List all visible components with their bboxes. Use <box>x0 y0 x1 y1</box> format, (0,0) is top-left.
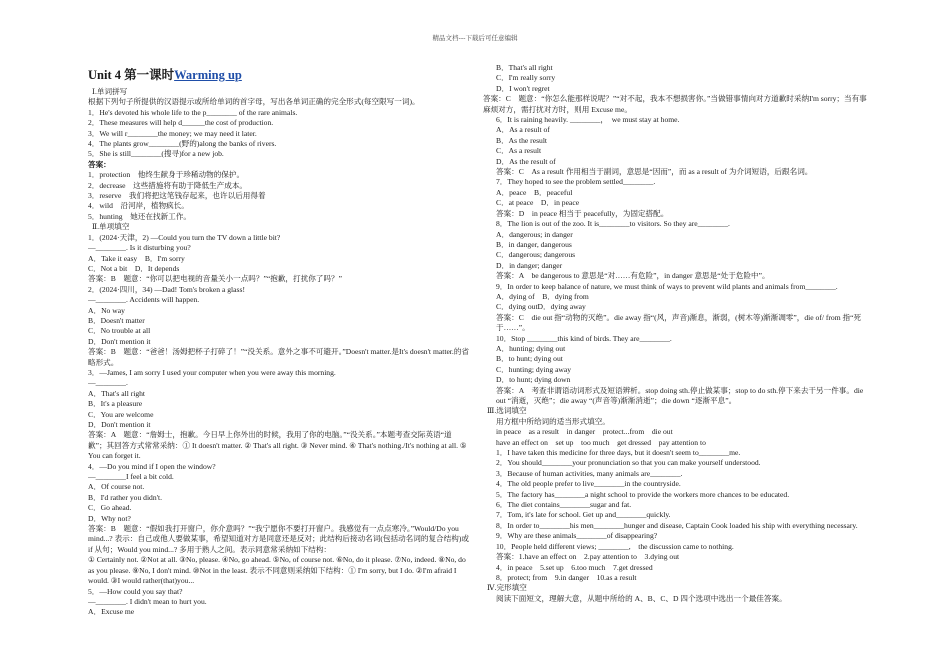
right-text-line: B．in danger, dangerous <box>496 239 572 249</box>
left-text-line: 根据下列句子所提供的汉语提示或所给单词的首字母，写出各单词正确的完全形式(每空限写一词)。 <box>88 97 420 107</box>
right-text-line: B．That's all right <box>496 63 553 72</box>
left-text-line: ① Certainly not. ②Not at all. ③No, please. ④No, go ahead. ⑤No, of course not. ⑥No, do it please. ⑦No, indeed. ⑧No, do as you please. ⑨No, I don't mind. ⑩Not in the least. 表示不同意则采纳如下结构：① I'm sorry, but I do. ②I'm afraid I would. ③I would rather(that)you... <box>88 555 466 586</box>
right-text-line: C．I'm really sorry <box>496 73 556 83</box>
right-text-line: 4．in peace 5.set up 6.too much 7.get dressed <box>496 562 653 572</box>
right-text-line: 答案：C die out 指“动物的灭绝”。die away 指“(风，声音)渐息，渐弱，(树木等)渐渐凋零”，die of/ from 指“死于……”。 <box>496 312 862 333</box>
right-text-line: A．hunting; dying out <box>496 343 566 353</box>
right-text-line: 用方框中所给词的适当形式填空。 <box>496 416 610 426</box>
left-text-line: 4．—Do you mind if I open the window? <box>88 461 216 471</box>
left-text-line: 答案：A 题意：“詹姆士，抱歉。今日早上你外出的时候，我用了你的电脑。”“没关系。”本题考查交际英语“道歉”；其回答方式常常采纳：① It doesn't matter. ② That's all right. ③ Never mind. ④ That's nothing./It's nothing at all. ⑤ You can forget it. <box>88 430 467 461</box>
right-text-line: 10．Stop ________this kind of birds. They are________. <box>496 333 672 343</box>
right-text-line: B．As the result <box>496 135 548 145</box>
right-text-line: 8．In order to________his men________hunger and disease, Captain Cook loaded his ship with everything necessary. <box>496 520 858 530</box>
right-text-line: 7．Tom, it's late for school. Get up and________quickly. <box>496 510 671 520</box>
left-text-line: —________. Accidents will happen. <box>88 295 200 305</box>
left-text-line: C．No trouble at all <box>88 326 151 336</box>
left-text-line: 3．—James, I am sorry I used your computer when you were away this morning. <box>88 367 336 377</box>
left-text-line: 3．We will r________the money; we may need it later. <box>88 128 257 138</box>
left-text-line: C．You are welcome <box>88 409 154 419</box>
right-text-line: 6．It is raining heavily. ________， we must stay at home. <box>496 115 680 125</box>
right-text-line: in peace as a result in danger protect...from die out <box>496 427 673 437</box>
page-title <box>88 68 470 82</box>
right-text-line: A．peace B．peaceful <box>496 187 573 197</box>
left-text-line: A．That's all right <box>88 388 146 398</box>
right-text-line: 6．The diet contains________sugar and fat. <box>496 500 632 510</box>
right-text-line: C．at peace D．in peace <box>496 198 580 208</box>
header-note: 精品文档---下载后可任意编辑 <box>432 34 518 42</box>
left-text-line: —________I feel a bit cold. <box>88 472 174 482</box>
right-text-line: 答案：C As a result 作用相当于副词，意思是“因而”，而 as a result of 为介词短语，后跟名词。 <box>496 167 813 177</box>
right-text-line: 答案：A be dangerous to 意思是“对……有危险”，in danger 意思是“处于危险中”。 <box>496 271 770 281</box>
right-text-line: 4．The old people prefer to live________in the countryside. <box>496 479 681 489</box>
right-text-line: 9．In order to keep balance of nature, we must think of ways to prevent wild plants and animals from________. <box>496 281 838 291</box>
right-text-line: 1．I have taken this medicine for three days, but it doesn't seem to________me. <box>496 448 741 458</box>
right-text-lines <box>483 63 873 604</box>
left-text-line: D．Why not? <box>88 513 131 523</box>
left-text-line: 答案：B 题意：“爸爸！汤姆把杯子打碎了！”“没关系。意外之事不可避开。”Doesn't matter.是It's doesn't matter.的省略形式。 <box>88 347 470 367</box>
left-text-line: 4．wild 沿河岸，植物疯长。 <box>88 201 189 211</box>
left-text-line: A．No way <box>88 305 125 315</box>
left-text-line: 1．protection 他终生献身于珍稀动物的保护。 <box>88 170 245 180</box>
left-text-line: Ⅱ.单项填空 <box>92 222 130 232</box>
right-text-line: 3．Because of human activities, many animals are________. <box>496 468 683 478</box>
right-text-line: C．dying outD．dying away <box>496 302 586 312</box>
left-text-line: D．Don't mention it <box>88 336 151 346</box>
left-text-line: C．Go ahead. <box>88 503 132 513</box>
right-text-line: C．hunting; dying away <box>496 364 572 374</box>
right-text-line: 答案：A 考查非谓语动词形式及短语辨析。stop doing sth.停止做某事；stop to do sth.停下来去干另一件事。die out “消逝，灭绝”；die away “(声音等)渐渐消逝”；die down “逐渐平息”。 <box>496 385 864 405</box>
left-column <box>88 68 470 618</box>
right-text-line: A．As a result of <box>496 125 550 135</box>
left-text-line: 5．hunting 她还在找新工作。 <box>88 211 191 221</box>
right-text-line: 答案：1.have an effect on 2.pay attention to 3.dying out <box>496 552 680 562</box>
right-text-line: D．As the result of <box>496 156 556 166</box>
right-text-line: A．dangerous; in danger <box>496 229 573 239</box>
left-text-line: —________. I didn't mean to hurt you. <box>88 596 207 606</box>
right-text-line: 2．You should________your pronunciation so that you can make yourself understood. <box>496 458 761 468</box>
left-text-line: 5．—How could you say that? <box>88 586 183 596</box>
title-prefix: Unit 4 第一课时 <box>88 68 175 82</box>
left-text-line: A．Excuse me <box>88 607 135 617</box>
left-text-line: 5．She is still________(搜寻)for a new job. <box>88 149 224 159</box>
left-text-line: C．Not a bit D．It depends <box>88 263 180 273</box>
left-text-line: —________. <box>88 378 128 388</box>
right-text-line: Ⅲ.选词填空 <box>487 406 527 416</box>
left-text-line: B．I'd rather you didn't. <box>88 492 163 502</box>
left-text-line: —________. Is it disturbing you? <box>88 243 191 253</box>
left-text-line: 2．These measures will help d______the cost of production. <box>88 118 274 128</box>
right-text-line: 9．Why are these animals________of disappearing? <box>496 531 658 541</box>
right-text-line: 7．They hoped to see the problem settled________. <box>496 177 656 187</box>
right-text-line: Ⅳ.完形填空 <box>487 583 527 593</box>
right-text-line: have an effect on set up too much get dressed pay attention to <box>496 437 706 447</box>
right-text-line: D．in danger; danger <box>496 260 563 270</box>
left-text-line: A．Of course not. <box>88 482 145 492</box>
right-text-line: B．to hunt; dying out <box>496 354 563 364</box>
left-text-line: 答案：B 题意：“假如我打开窗户，你介意吗？”“我宁愿你不要打开窗户。我感觉有一点点寒冷。”Would/Do you mind...? 表示：自己或他人要做某事，希望知道对方是同意还是反对；此结构后接动名词(包括动名词的复合结构)或if 从句；Would you mind...? 多用于熟人之间。表示同意常采纳如下结构： <box>88 524 469 554</box>
left-text-line: 2．decrease 这些措施将有助于降低生产成本。 <box>88 180 248 190</box>
left-text-line: B．It's a pleasure <box>88 399 143 409</box>
right-text-line: 答案：D in peace 相当于 peacefully，为固定搭配。 <box>496 208 669 218</box>
left-text-line: 3．reserve 我们将把这笔钱存起来，也许以后用得着 <box>88 191 266 201</box>
left-text-line: B．Doesn't matter <box>88 315 145 325</box>
title-warming-up: Warming up <box>174 68 242 82</box>
right-text-line: D．I won't regret <box>496 83 550 93</box>
left-text-line: 1．He's devoted his whole life to the p________ of the rare animals. <box>88 107 298 117</box>
right-column <box>483 63 873 604</box>
right-text-line: 8．The lion is out of the zoo. It is________to visitors. So they are________. <box>496 219 730 229</box>
left-text-lines <box>88 87 470 618</box>
right-text-line: 10．People held different views; ________, the discussion came to nothing. <box>496 541 734 551</box>
left-text-line: Ⅰ.单词拼写 <box>92 87 128 96</box>
right-text-line: C．As a result <box>496 146 542 156</box>
left-text-line: D．Don't mention it <box>88 420 151 429</box>
right-text-line: 5．The factory has________a night school to provide the workers more chances to be educated. <box>496 489 790 499</box>
left-text-line: 4．The plants grow________(野的)along the banks of rivers. <box>88 139 277 149</box>
left-text-line: 答案： <box>88 159 111 169</box>
right-text-line: C．dangerous; dangerous <box>496 250 576 260</box>
right-text-line: 8．protect; from 9.in danger 10.as a result <box>496 572 637 582</box>
right-text-line: A．dying of B．dying from <box>496 291 589 301</box>
right-text-line: D．to hunt; dying down <box>496 375 571 385</box>
right-text-line: 答案：C 题意：“你怎么能那样说呢？”“对不起，我本不想损害你。”当做错事情向对方道歉时采纳I'm sorry；当有事麻烦对方，需打扰对方时，则用 Excuse me。 <box>483 94 867 114</box>
right-text-line: 阅读下面短文，理解大意，从题中所给的 A、B、C、D 四个选项中选出一个最佳答案。 <box>496 593 787 603</box>
left-text-line: 答案：B 题意：“你可以把电视的音量关小一点吗？”“抱歉，打扰你了吗？” <box>88 274 342 284</box>
left-text-line: A．Take it easy B．I'm sorry <box>88 253 185 263</box>
left-text-line: 2．(2024·四川，34) —Dad! Tom's broken a glass! <box>88 284 245 294</box>
left-text-line: 1．(2024·天津，2) —Could you turn the TV down a little bit? <box>88 232 281 242</box>
